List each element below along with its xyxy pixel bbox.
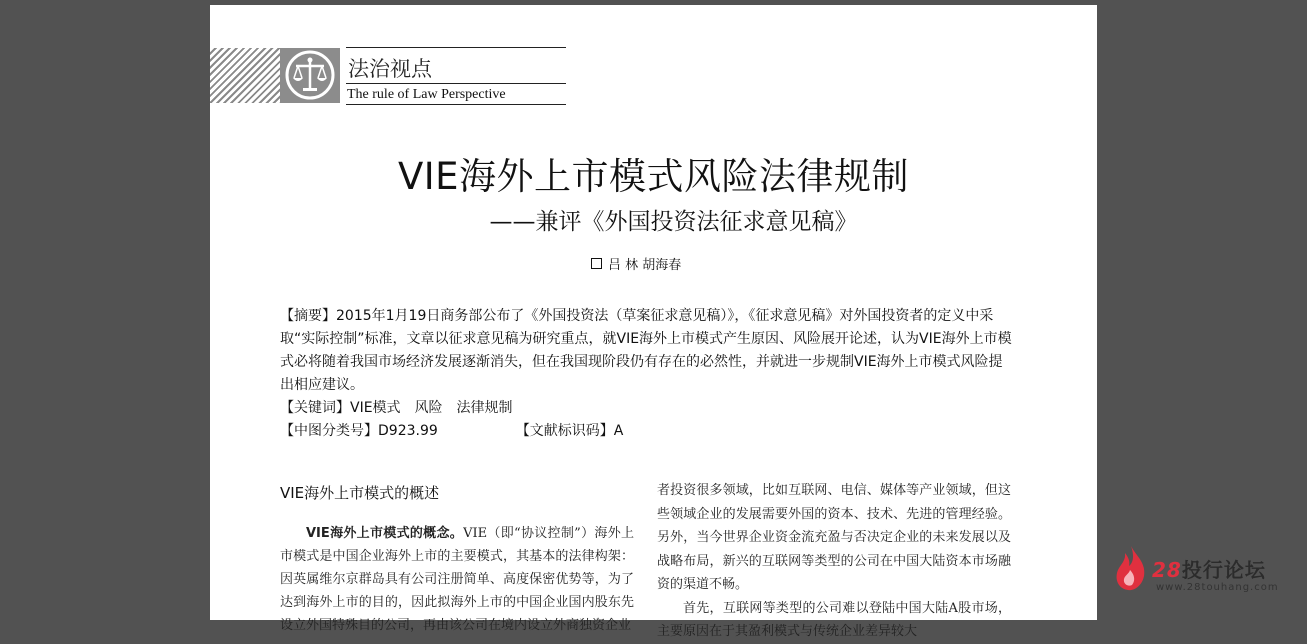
column-title	[346, 47, 566, 105]
abstract-paragraph	[280, 305, 1015, 397]
watermark-url: www.28touhang.com	[1156, 582, 1279, 593]
paragraph-lead: VIE海外上市模式的概念。	[306, 526, 464, 541]
right-paragraph-1: 者投资很多领域，比如互联网、电信、媒体等产业领域，但这些领域企业的发展需要外国的资本、技术、先进的管理经验。另外，当今世界企业资金流充盈与否决定企业的未来发展以及战略布局，新兴的互联网等类型的公司在中国大陆资本市场融资的渠道不畅。	[657, 483, 1011, 592]
scales-of-justice-icon	[283, 49, 337, 101]
document-page	[210, 5, 1097, 639]
abstract-block	[280, 305, 1015, 443]
keywords-label: 【关键词】	[280, 400, 350, 416]
authors: 吕 林 胡海春	[608, 258, 682, 273]
column-emblem	[280, 48, 340, 103]
article-subtitle: ——兼评《外国投资法征求意见稿》	[489, 209, 858, 235]
column-title-cn: 法治视点	[346, 48, 566, 84]
clc-code: D923.99	[378, 423, 438, 439]
watermark-number: 28	[1152, 558, 1182, 582]
doc-code-label: 【文献标识码】	[515, 423, 614, 439]
keywords-line	[280, 397, 1015, 420]
right-column	[657, 479, 1011, 644]
watermark-name	[1152, 554, 1266, 583]
flame-logo-icon	[1112, 544, 1150, 592]
abstract-label: 【摘要】	[280, 308, 336, 324]
watermark-label: 投行论坛	[1181, 558, 1266, 582]
keywords: VIE模式 风险 法律规制	[350, 400, 513, 416]
site-watermark	[1112, 544, 1302, 594]
left-paragraph	[280, 522, 634, 637]
article-title: VIE海外上市模式风险法律规制	[397, 155, 910, 198]
doc-code: A	[613, 423, 624, 439]
paragraph-body: VIE（即“协议控制”）海外上市模式是中国企业海外上市的主要模式，其基本的法律构架：因英属维尔京群岛具有公司注册简单、高度保密优势等，为了达到海外上市的目的，因此拟海外上市的中国企业国内股东先设立外国特殊目的公司，再由该公司在境内设立外商独资企业	[280, 526, 635, 633]
header-hatch-decoration	[210, 48, 280, 103]
clc-label: 【中图分类号】	[280, 423, 378, 439]
author-line	[591, 254, 681, 273]
abstract-text: 2015年1月19日商务部公布了《外国投资法（草案征求意见稿）》，《征求意见稿》对外国投资者的定义中采取“实际控制”标准，文章以征求意见稿为研究重点，就VIE海外上市模式产生原因、风险展开论述，认为VIE海外上市模式必将随着我国市场经济发展逐渐消失，但在我国现阶段仍有存在的必然性，并就进一步规制VIE海外上市模式风险提出相应建议。	[280, 308, 1012, 393]
square-bullet-icon	[591, 258, 602, 269]
right-paragraph-2: 首先，互联网等类型的公司难以登陆中国大陆A股市场，主要原因在于其盈利模式与传统企业差异较大	[657, 600, 1011, 639]
classification-line	[280, 420, 1015, 443]
column-title-en: The rule of Law Perspective	[346, 84, 566, 105]
section-heading: VIE海外上市模式的概述	[280, 484, 440, 502]
left-column	[280, 522, 634, 637]
